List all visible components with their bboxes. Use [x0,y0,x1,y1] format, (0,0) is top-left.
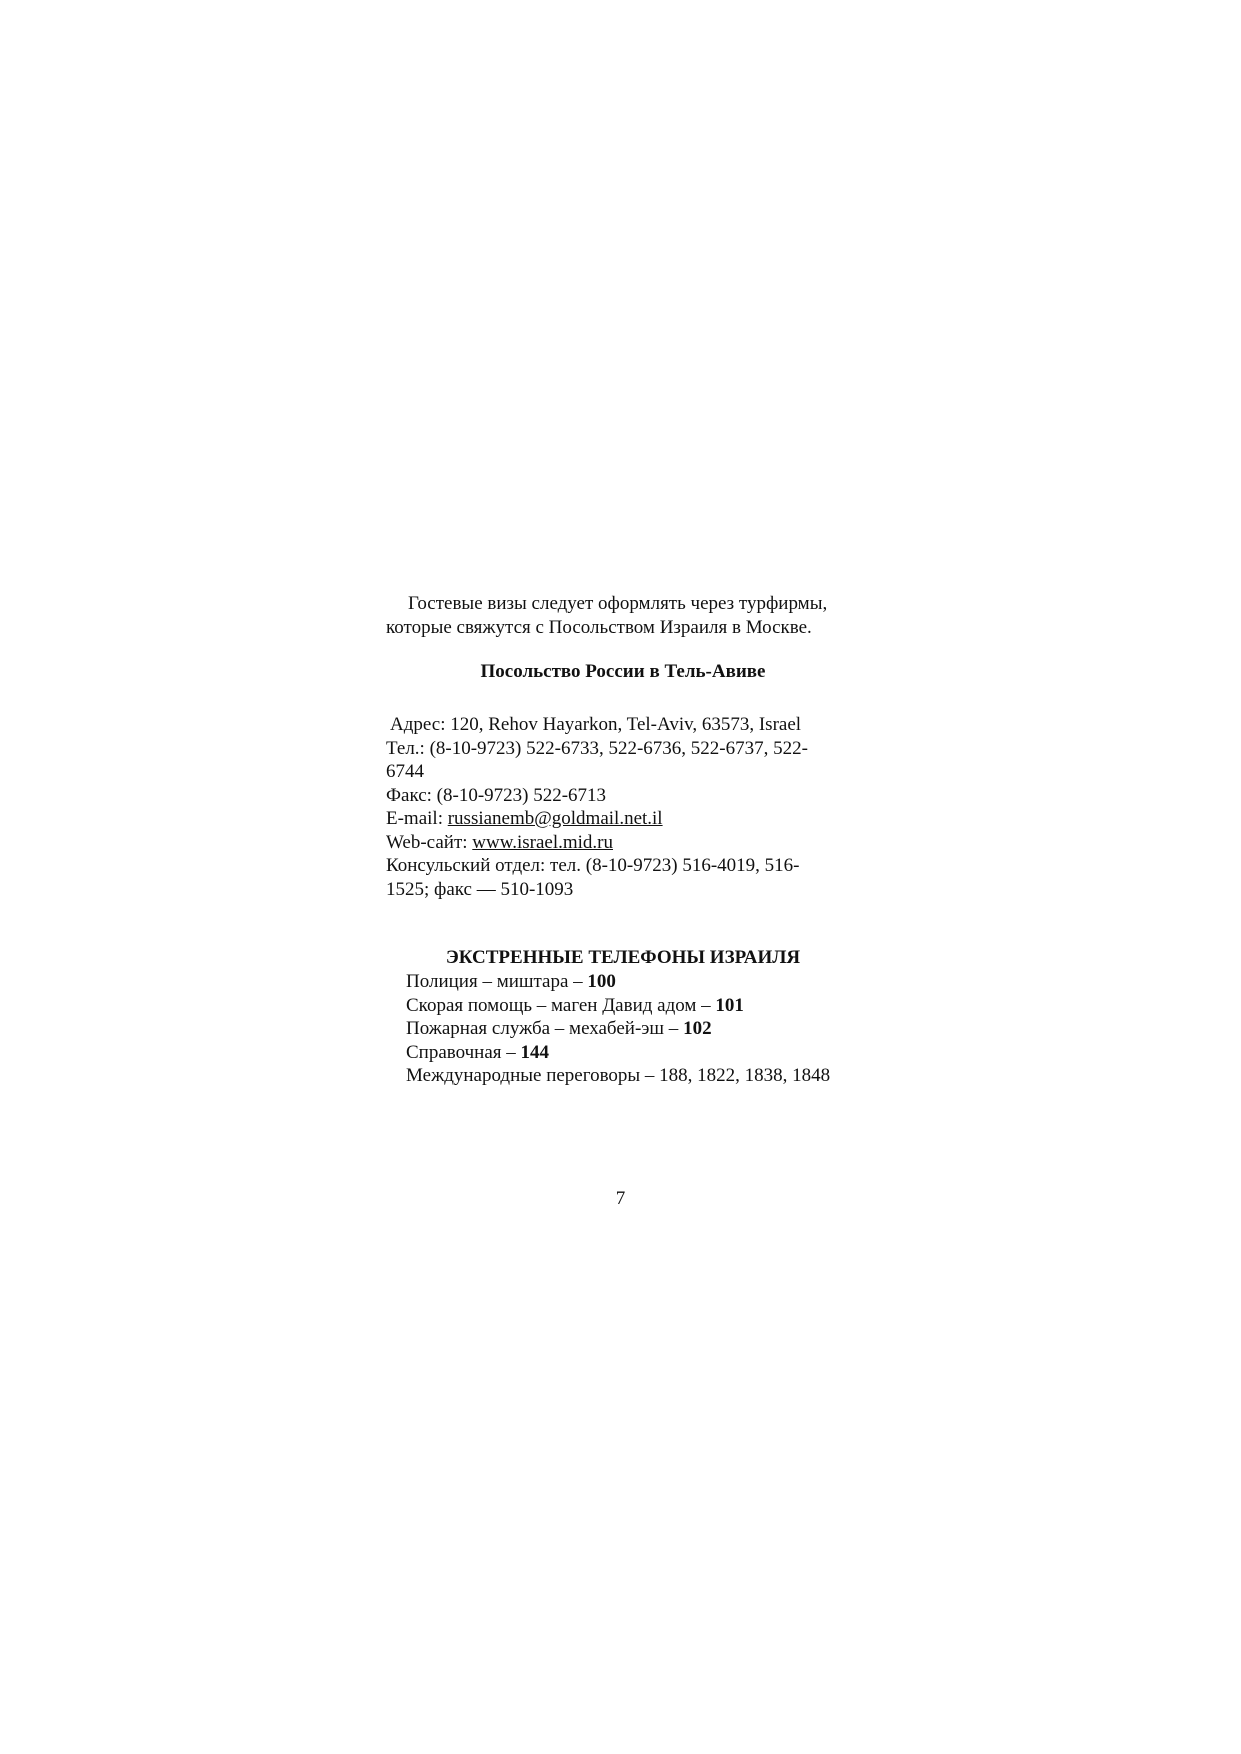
visa-paragraph [386,592,860,639]
emergency-item-ambulance [386,994,860,1018]
consular-line-2: 1525; факс — 510-1093 [386,878,574,900]
consular-line-1: Консульский отдел: тел. (8-10-9723) 516-4019, 516- [386,855,800,876]
emergency-number: 100 [587,971,616,992]
emergency-item-police [386,970,860,994]
embassy-address: Адрес: 120, Rehov Hayarkon, Tel-Aviv, 63573, Israel [390,714,802,735]
embassy-web-row [386,831,860,855]
emergency-number: 101 [715,994,744,1016]
emergency-label: Полиция – миштара – [406,971,588,992]
emergency-label: Справочная – [406,1041,521,1063]
embassy-heading: Посольство России в Тель-Авиве [480,661,766,682]
page-number: 7 [615,1188,626,1209]
email-link[interactable]: russianemb@goldmail.net.il [447,808,663,829]
emergency-number: 102 [683,1018,712,1039]
embassy-email-row [386,807,860,831]
visa-line-1: Гостевые визы следует оформлять через турфирмы, [408,593,828,614]
embassy-phone-line-2: 6744 [386,761,424,782]
emergency-list [386,970,860,1088]
web-link[interactable]: www.israel.mid.ru [472,831,613,853]
visa-line-2: которые свяжутся с Посольством Израиля в Москве. [386,616,812,638]
emergency-item-fire [386,1017,860,1041]
embassy-contacts [386,713,860,901]
emergency-heading: ЭКСТРЕННЫЕ ТЕЛЕФОНЫ ИЗРАИЛЯ [445,947,801,968]
embassy-phone-line-1: Тел.: (8-10-9723) 522-6733, 522-6736, 522-6737, 522- [386,737,808,759]
email-label: E-mail: [386,808,448,829]
emergency-item-info [386,1041,860,1065]
emergency-item-international: Международные переговоры – 188, 1822, 1838, 1848 [406,1065,831,1086]
emergency-label: Пожарная служба – мехабей-эш – [406,1018,684,1039]
emergency-label: Скорая помощь – маген Давид адом – [406,994,716,1016]
embassy-fax: Факс: (8-10-9723) 522-6713 [386,784,607,806]
web-label: Web-сайт: [386,831,473,853]
emergency-number: 144 [520,1041,550,1063]
